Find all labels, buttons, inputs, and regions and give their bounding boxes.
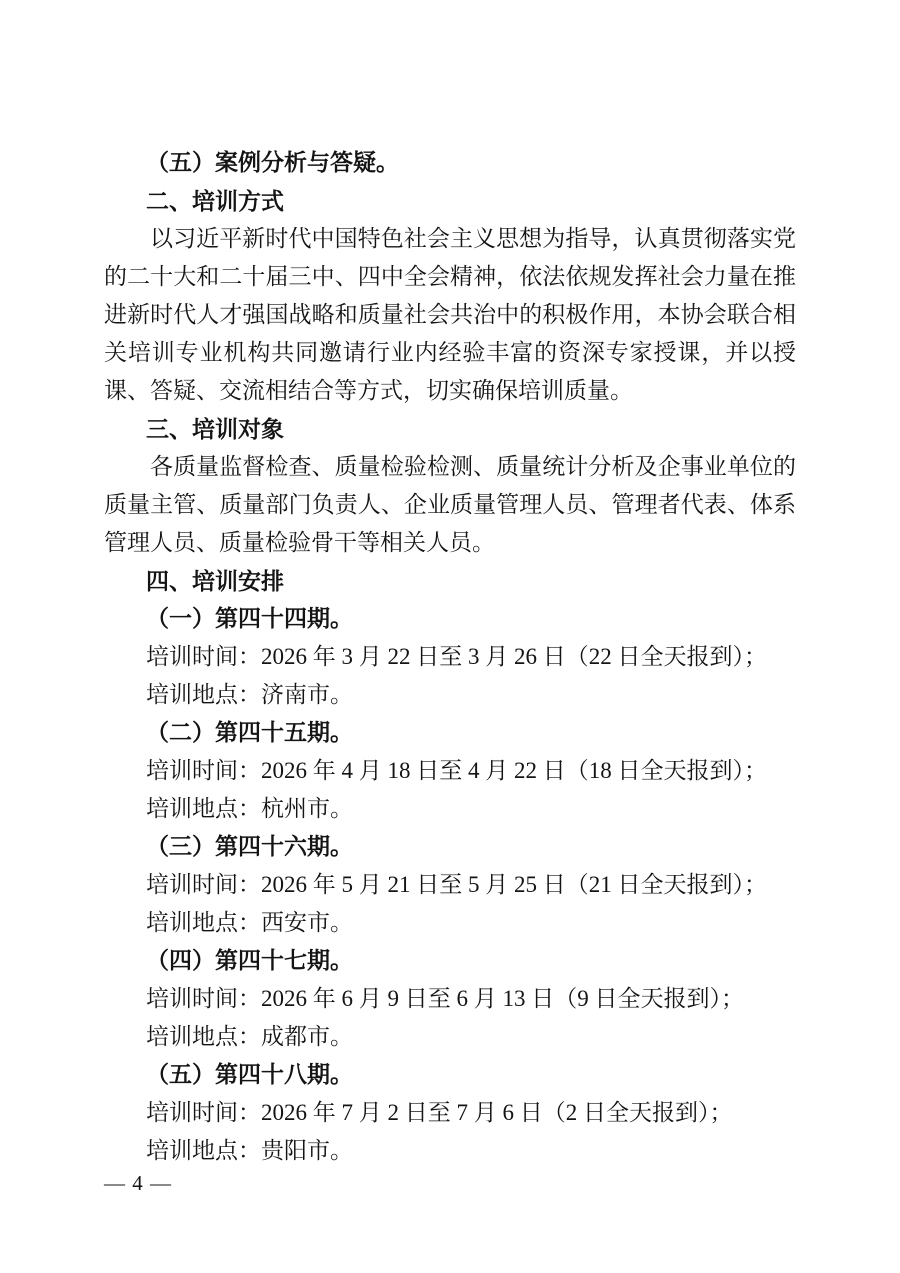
item-heading-session-46: （三）第四十六期。 — [146, 834, 353, 859]
page-number: — 4 — — [104, 1171, 172, 1195]
document-content — [104, 144, 796, 1170]
detail-session-48-time: 培训时间：2026 年 7 月 2 日至 7 月 6 日（2 日全天报到）； — [146, 1100, 733, 1125]
detail-session-48-place: 培训地点：贵阳市。 — [146, 1138, 353, 1163]
detail-session-46-place: 培训地点：西安市。 — [146, 910, 353, 935]
item-heading-case-analysis: （五）案例分析与答疑。 — [146, 150, 399, 175]
paragraph-training-method: 以习近平新时代中国特色社会主义思想为指导，认真贯彻落实党的二十大和二十届三中、四中全会精神，依法依规发挥社会力量在推进新时代人才强国战略和质量社会共治中的积极作用，本协会联合相关培训专业机构共同邀请行业内经验丰富的资深专家授课，并以授课、答疑、交流相结合等方式，切实确保培训质量。 — [104, 226, 796, 403]
page-footer — [104, 1168, 172, 1198]
detail-session-45-time: 培训时间：2026 年 4 月 18 日至 4 月 22 日（18 日全天报到）； — [146, 758, 767, 783]
detail-session-47-place: 培训地点：成都市。 — [146, 1024, 353, 1049]
detail-session-47-time: 培训时间：2026 年 6 月 9 日至 6 月 13 日（9 日全天报到）； — [146, 986, 744, 1011]
section-heading-training-method: 二、培训方式 — [146, 188, 284, 214]
detail-session-45-place: 培训地点：杭州市。 — [146, 796, 353, 821]
detail-session-44-time: 培训时间：2026 年 3 月 22 日至 3 月 26 日（22 日全天报到）； — [146, 644, 767, 669]
section-heading-training-audience: 三、培训对象 — [146, 416, 284, 442]
item-heading-session-47: （四）第四十七期。 — [146, 948, 353, 973]
item-heading-session-48: （五）第四十八期。 — [146, 1062, 353, 1087]
detail-session-46-time: 培训时间：2026 年 5 月 21 日至 5 月 25 日（21 日全天报到）； — [146, 872, 767, 897]
detail-session-44-place: 培训地点：济南市。 — [146, 682, 353, 707]
section-heading-training-schedule: 四、培训安排 — [146, 568, 284, 594]
item-heading-session-44: （一）第四十四期。 — [146, 606, 353, 631]
paragraph-training-audience: 各质量监督检查、质量检验检测、质量统计分析及企事业单位的质量主管、质量部门负责人、企业质量管理人员、管理者代表、体系管理人员、质量检验骨干等相关人员。 — [104, 454, 796, 555]
item-heading-session-45: （二）第四十五期。 — [146, 720, 353, 745]
